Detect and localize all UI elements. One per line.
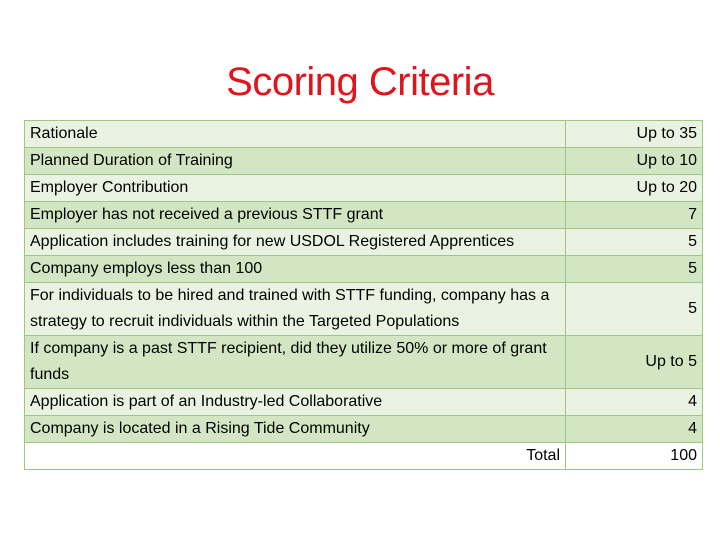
- criterion-label: Application is part of an Industry-led Collaborative: [25, 389, 566, 416]
- criterion-score: 5: [566, 283, 703, 336]
- table-row: [25, 175, 703, 202]
- criterion-score: Up to 5: [566, 336, 703, 389]
- criterion-label: Planned Duration of Training: [25, 148, 566, 175]
- criterion-label: For individuals to be hired and trained with STTF funding, company has a strategy to recruit individuals within the Targeted Populations: [25, 283, 566, 336]
- table-row: [25, 121, 703, 148]
- criterion-label: If company is a past STTF recipient, did they utilize 50% or more of grant funds: [25, 336, 566, 389]
- total-row: [25, 443, 703, 470]
- total-label: Total: [25, 443, 566, 470]
- scoring-table: [24, 120, 703, 470]
- criterion-score: 5: [566, 229, 703, 256]
- criterion-score: Up to 20: [566, 175, 703, 202]
- criterion-label: Employer Contribution: [25, 175, 566, 202]
- criterion-score: 5: [566, 256, 703, 283]
- criterion-score: Up to 10: [566, 148, 703, 175]
- table-row: [25, 416, 703, 443]
- criterion-score: 7: [566, 202, 703, 229]
- table-row: [25, 229, 703, 256]
- table-row: [25, 283, 703, 336]
- table-row: [25, 389, 703, 416]
- page-title: Scoring Criteria: [226, 60, 494, 104]
- criterion-label: Employer has not received a previous STTF grant: [25, 202, 566, 229]
- table-row: [25, 256, 703, 283]
- criterion-score: 4: [566, 389, 703, 416]
- criterion-label: Rationale: [25, 121, 566, 148]
- table-row: [25, 202, 703, 229]
- total-score: 100: [566, 443, 703, 470]
- criterion-score: Up to 35: [566, 121, 703, 148]
- criterion-label: Company employs less than 100: [25, 256, 566, 283]
- table-row: [25, 336, 703, 389]
- criterion-label: Company is located in a Rising Tide Community: [25, 416, 566, 443]
- criterion-score: 4: [566, 416, 703, 443]
- table-row: [25, 148, 703, 175]
- criterion-label: Application includes training for new USDOL Registered Apprentices: [25, 229, 566, 256]
